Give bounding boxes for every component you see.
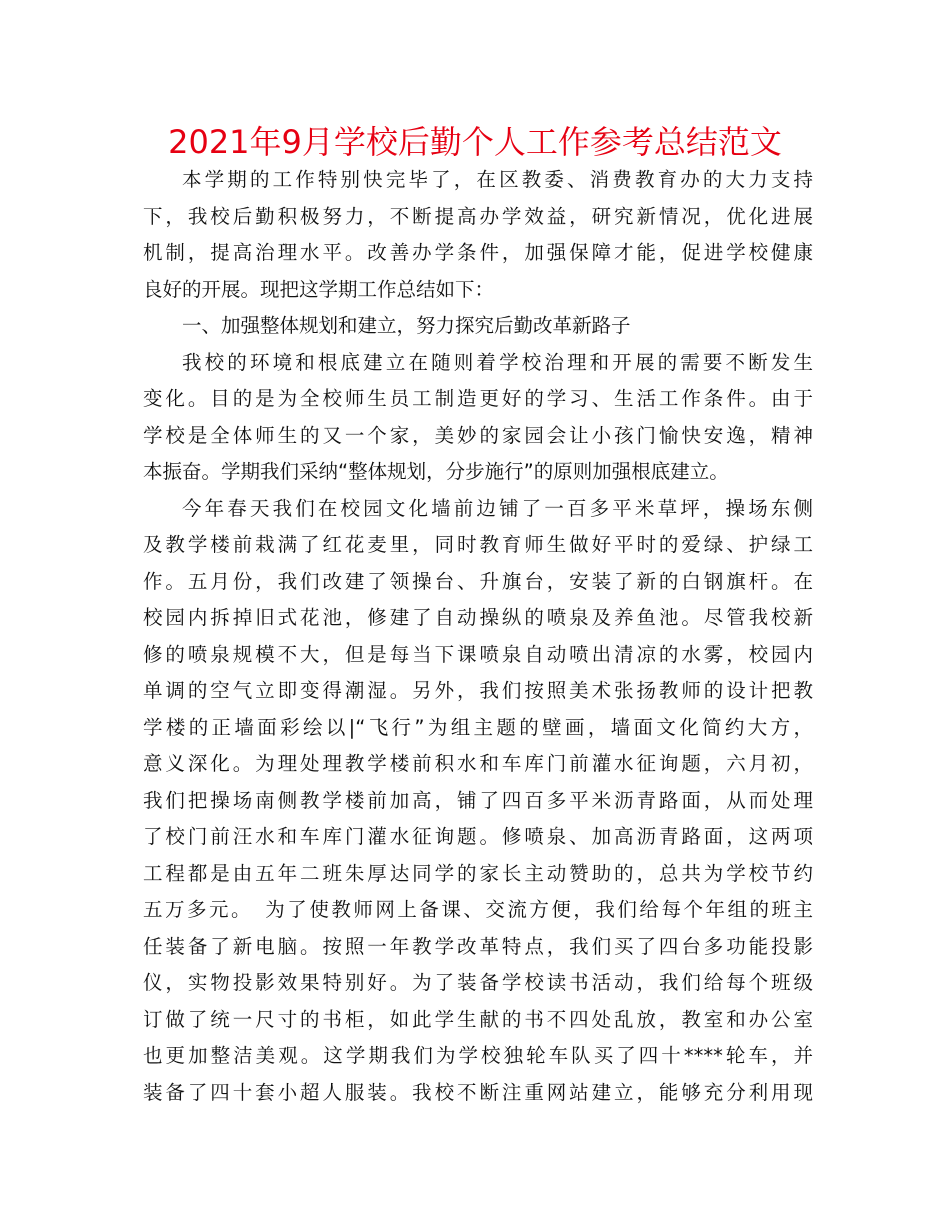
text-line: 及教学楼前栽满了红花麦里，同时教育师生做好平时的爱绿、护绿工	[143, 533, 813, 556]
text-line: 机制，提高治理水平。改善办学条件，加强保障才能，促进学校健康	[143, 241, 813, 264]
text-line: 学校是全体师生的又一个家，美妙的家园会让小孩门愉快安逸，精神	[143, 423, 813, 447]
text-line: 修的喷泉规模不大，但是每当下课喷泉自动喷出清凉的水雾，校园内	[143, 642, 813, 666]
document-title: 2021年9月学校后勤个人工作参考总结范文	[168, 123, 782, 161]
text-line: 一、加强整体规划和建立，努力探究后勤改革新路子	[182, 314, 631, 337]
document-body	[143, 162, 813, 1111]
text-line: 意义深化。为理处理教学楼前积水和车库门前灌水征询题，六月初，	[143, 752, 813, 775]
text-line: 下，我校后勤积极努力，不断提高办学效益，研究新情况，优化进展	[143, 204, 813, 228]
text-line: 我们把操场南侧教学楼前加高，铺了四百多平米沥青路面，从而处理	[143, 788, 813, 812]
text-line: 本学期的工作特别快完毕了，在区教委、消费教育办的大力支持	[182, 168, 813, 191]
text-line: 本振奋。学期我们采纳“整体规划，分步施行”的原则加强根底建立。	[143, 460, 729, 483]
text-line: 也更加整洁美观。这学期我们为学校独轮车队买了四十****轮车，并	[143, 1044, 813, 1067]
text-line: 订做了统一尺寸的书柜，如此学生献的书不四处乱放，教室和办公室	[143, 1007, 813, 1031]
text-line: 我校的环境和根底建立在随则着学校治理和开展的需要不断发生	[182, 350, 813, 374]
text-line: 仪，实物投影效果特别好。为了装备学校读书活动，我们给每个班级	[143, 971, 813, 994]
text-line: 作。五月份，我们改建了领操台、升旗台，安装了新的白钢旗杆。在	[143, 569, 813, 593]
text-line: 单调的空气立即变得潮湿。另外，我们按照美术张扬教师的设计把教	[143, 679, 813, 702]
text-line: 校园内拆掉旧式花池，修建了自动操纵的喷泉及养鱼池。尽管我校新	[143, 606, 813, 629]
text-line: 五万多元。 为了使教师网上备课、交流方便，我们给每个年组的班主	[143, 898, 813, 921]
text-line: 今年春天我们在校园文化墙前边铺了一百多平米草坪，操场东侧	[182, 496, 813, 520]
text-line: 任装备了新电脑。按照一年教学改革特点，我们买了四台多功能投影	[143, 934, 813, 958]
text-line: 了校门前汪水和车库门灌水征询题。修喷泉、加高沥青路面，这两项	[143, 825, 813, 848]
text-line: 装备了四十套小超人服装。我校不断注重网站建立，能够充分利用现	[143, 1080, 813, 1104]
text-line: 良好的开展。现把这学期工作总结如下：	[143, 277, 495, 301]
text-line: 学楼的正墙面彩绘以|“飞行”为组主题的壁画，墙面文化简约大方，	[143, 715, 813, 739]
text-line: 工程都是由五年二班朱厚达同学的家长主动赞助的，总共为学校节约	[143, 861, 813, 885]
text-line: 变化。目的是为全校师生员工制造更好的学习、生活工作条件。由于	[143, 387, 813, 410]
